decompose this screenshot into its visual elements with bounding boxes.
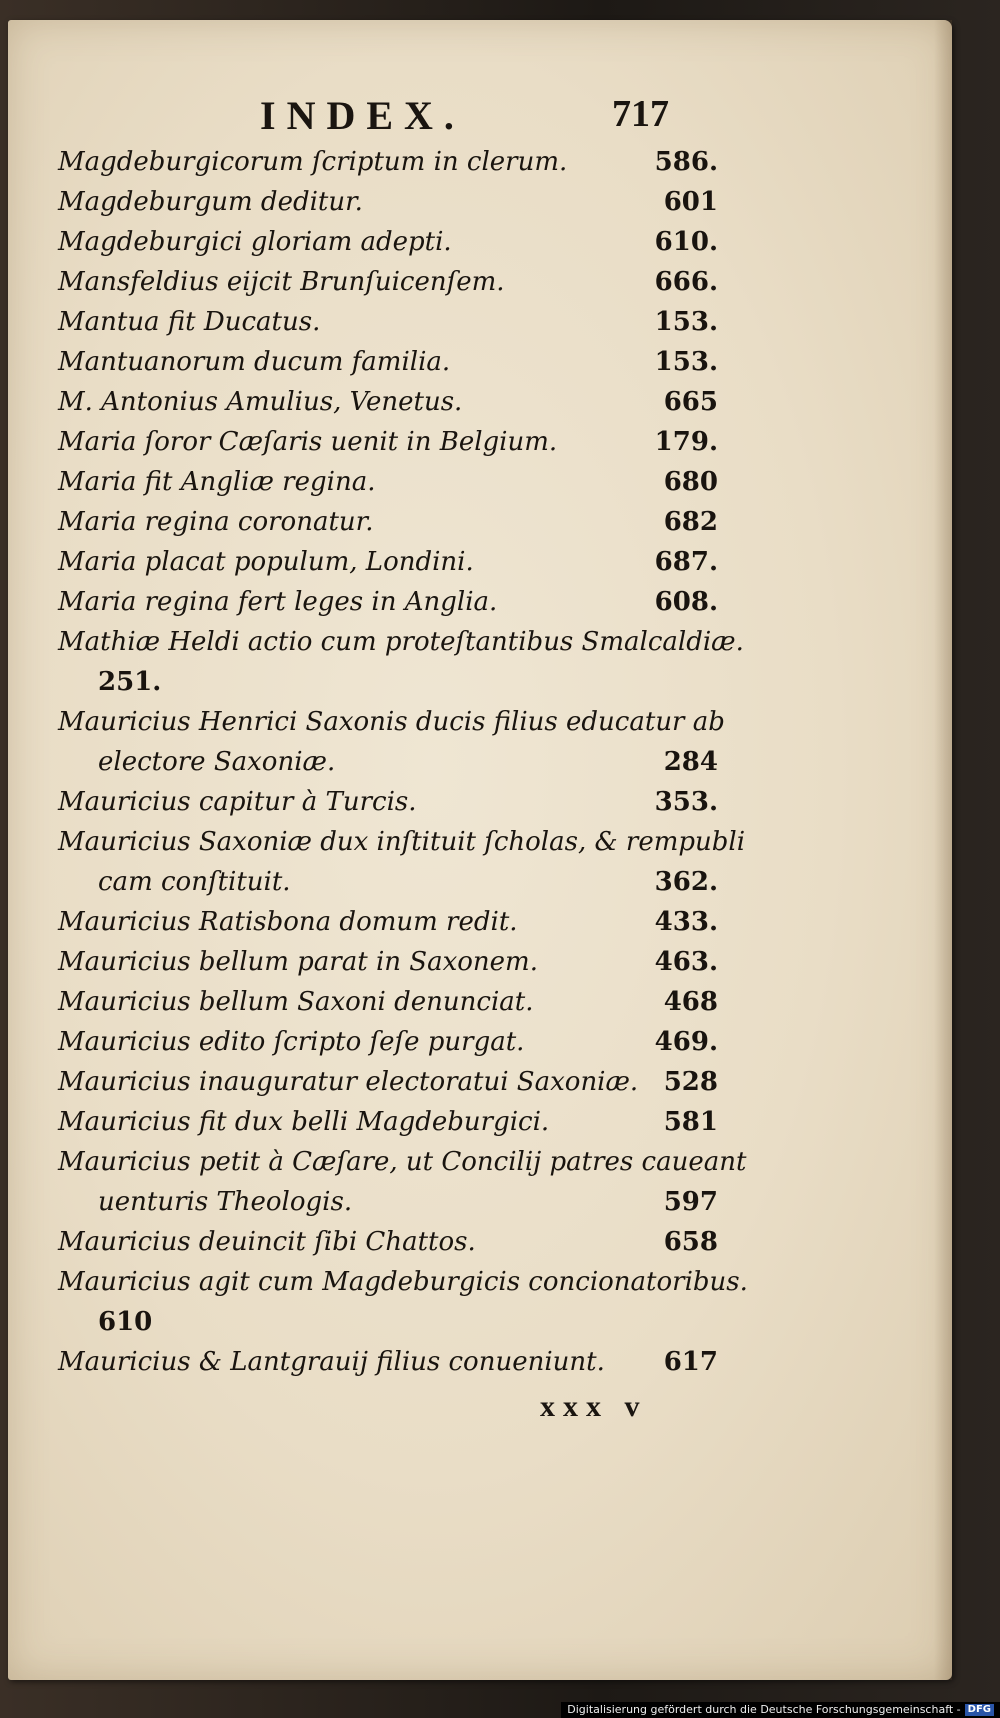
running-head: INDEX. (260, 93, 465, 138)
entry-page-ref: 687. (654, 547, 718, 577)
entry-text: Mathiæ Heldi actio cum proteſtantibus Smalcaldiæ. (58, 627, 744, 657)
entry-text: Maria regina coronatur. (58, 507, 374, 537)
entry-page-ref: 153. (654, 347, 718, 377)
index-entry (58, 1222, 718, 1262)
entry-page-ref: 469. (654, 1027, 718, 1057)
index-entry (58, 142, 718, 182)
index-entry (58, 182, 718, 222)
index-entry (58, 222, 718, 262)
index-entry (58, 542, 718, 582)
entry-text: Mantuanorum ducum familia. (58, 347, 451, 377)
entry-page-ref: 153. (654, 307, 718, 337)
index-entry-continuation (58, 862, 718, 902)
index-entry (58, 382, 718, 422)
entry-page-ref: 284 (663, 747, 718, 777)
entry-page-ref: 597 (663, 1187, 718, 1217)
entry-page-ref: 468 (663, 987, 718, 1017)
entry-text: Mauricius bellum parat in Saxonem. (58, 947, 538, 977)
index-entry (58, 902, 718, 942)
index-entry-continuation (58, 662, 718, 702)
entry-text: Mauricius inauguratur electoratui Saxoniæ. (58, 1067, 639, 1097)
entry-page-ref: 179. (654, 427, 718, 457)
entry-page-ref: 658 (663, 1227, 718, 1257)
entry-page-ref: 251. (98, 667, 162, 697)
index-entry (58, 1022, 718, 1062)
entry-continuation-text: uenturis Theologis. (98, 1187, 353, 1217)
entry-text: Mauricius bellum Saxoni denunciat. (58, 987, 534, 1017)
entry-text: Mauricius & Lantgrauij filius conueniunt. (58, 1347, 605, 1377)
entry-text: Mauricius edito ſcripto ſeſe purgat. (58, 1027, 525, 1057)
entry-text: Maria placat populum, Londini. (58, 547, 474, 577)
index-entry (58, 782, 718, 822)
entry-text: Magdeburgum deditur. (58, 187, 363, 217)
dfg-logo: DFG (965, 1704, 994, 1716)
index-entry (58, 702, 725, 742)
index-entry (58, 262, 718, 302)
entry-page-ref: 665 (663, 387, 718, 417)
entry-text: Mauricius Henrici Saxonis ducis filius educatur ab (58, 707, 725, 737)
index-entry (58, 422, 718, 462)
signature-mark: xxx v (540, 1390, 648, 1423)
index-entry (58, 942, 718, 982)
entry-page-ref: 581 (663, 1107, 718, 1137)
entry-text: Mauricius fit dux belli Magdeburgici. (58, 1107, 550, 1137)
entry-page-ref: 617 (663, 1347, 718, 1377)
entry-text: Mauricius capitur à Turcis. (58, 787, 417, 817)
index-entry (58, 1062, 718, 1102)
index-entry (58, 1142, 747, 1182)
index-entries (58, 142, 748, 1382)
entry-text: Mauricius Ratisbona domum redit. (58, 907, 518, 937)
entry-page-ref: 608. (654, 587, 718, 617)
entry-page-ref: 433. (654, 907, 718, 937)
index-entry (58, 302, 718, 342)
entry-page-ref: 528 (663, 1067, 718, 1097)
entry-page-ref: 353. (654, 787, 718, 817)
page-number: 717 (612, 93, 669, 135)
entry-text: Magdeburgici gloriam adepti. (58, 227, 452, 257)
index-entry (58, 822, 746, 862)
entry-text: Mauricius agit cum Magdeburgicis concionatoribus. (58, 1267, 748, 1297)
entry-text: Magdeburgicorum ſcriptum in clerum. (58, 147, 568, 177)
entry-text: Maria regina fert leges in Anglia. (58, 587, 498, 617)
digitization-footer (561, 1702, 1000, 1718)
index-entry (58, 342, 718, 382)
index-entry (58, 1102, 718, 1142)
index-entry-continuation (58, 1302, 718, 1342)
index-entry (58, 622, 744, 662)
entry-text: Mauricius Saxoniæ dux inſtituit ſcholas, & rempubli (58, 827, 746, 857)
entry-text: Mantua fit Ducatus. (58, 307, 321, 337)
index-entry-continuation (58, 742, 718, 782)
entry-page-ref: 680 (663, 467, 718, 497)
entry-page-ref: 666. (654, 267, 718, 297)
index-entry (58, 1342, 718, 1382)
entry-page-ref: 463. (654, 947, 718, 977)
entry-page-ref: 586. (654, 147, 718, 177)
entry-page-ref: 601 (663, 187, 718, 217)
index-entry (58, 582, 718, 622)
entry-continuation-text: cam conſtituit. (98, 867, 291, 897)
entry-text: Maria fit Angliæ regina. (58, 467, 376, 497)
entry-page-ref: 362. (654, 867, 718, 897)
entry-continuation-text: electore Saxoniæ. (98, 747, 336, 777)
entry-page-ref: 610 (98, 1307, 153, 1337)
footer-text: Digitalisierung gefördert durch die Deutsche Forschungsgemeinschaft - (567, 1703, 961, 1716)
entry-text: Mansfeldius eijcit Brunſuicenſem. (58, 267, 505, 297)
page-edge-shadow (934, 20, 952, 1680)
entry-text: M. Antonius Amulius, Venetus. (58, 387, 463, 417)
index-entry (58, 1262, 748, 1302)
entry-text: Maria ſoror Cæſaris uenit in Belgium. (58, 427, 558, 457)
entry-text: Mauricius deuincit ſibi Chattos. (58, 1227, 476, 1257)
index-entry (58, 462, 718, 502)
index-entry (58, 502, 718, 542)
index-entry (58, 982, 718, 1022)
index-entry-continuation (58, 1182, 718, 1222)
entry-page-ref: 682 (663, 507, 718, 537)
entry-text: Mauricius petit à Cæſare, ut Concilij patres caueant (58, 1147, 747, 1177)
entry-page-ref: 610. (654, 227, 718, 257)
